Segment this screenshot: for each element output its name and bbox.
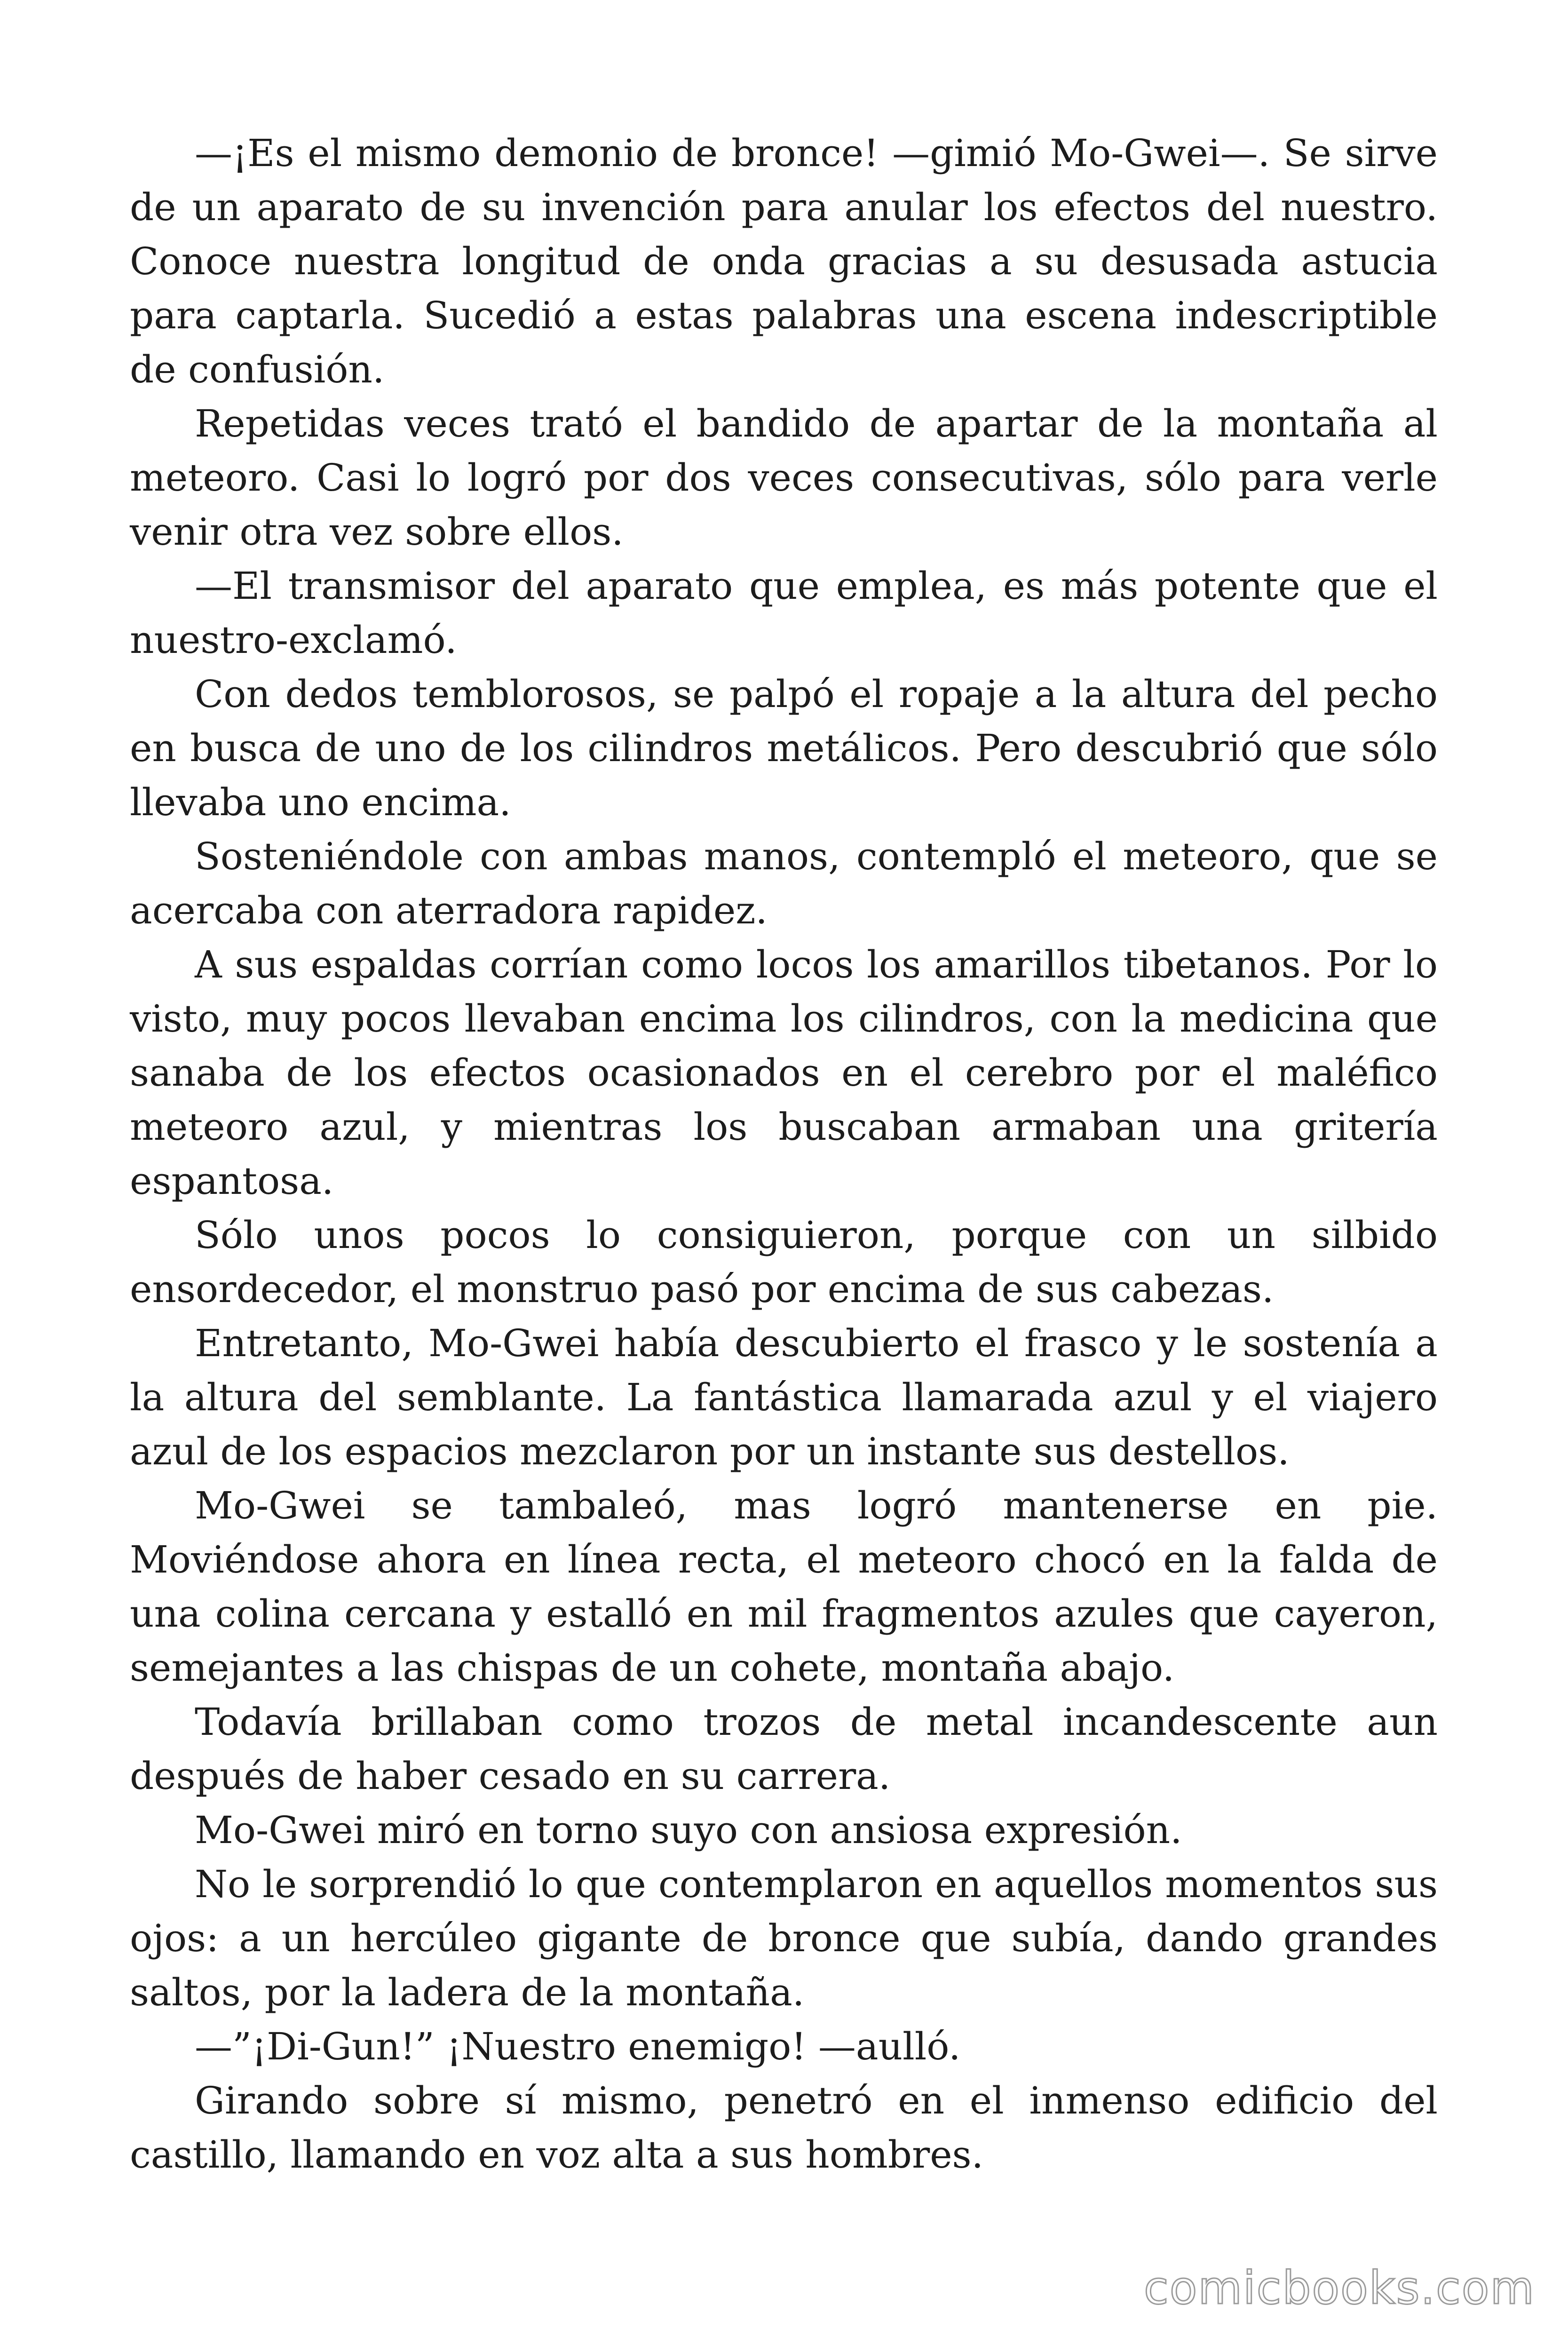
- paragraph: —El transmisor del aparato que emplea, es más potente que el nuestro-exclamó.: [130, 564, 1438, 662]
- paragraph: No le sorprendió lo que contemplaron en aquellos momentos sus ojos: a un hercúleo gigante de bronce que subía, dando grandes saltos, por la ladera de la montaña.: [130, 1862, 1438, 2014]
- paragraph: —”¡Di-Gun!” ¡Nuestro enemigo! —aulló.: [195, 2025, 961, 2068]
- paragraph: Sólo unos pocos lo consiguieron, porque con un silbido ensordecedor, el monstruo pasó por encima de sus cabezas.: [130, 1213, 1438, 1311]
- paragraph: Mo-Gwei miró en torno suyo con ansiosa expresión.: [195, 1808, 1182, 1852]
- paragraph: A sus espaldas corrían como locos los amarillos tibetanos. Por lo visto, muy pocos llevaban encima los cilindros, con la medicina que sanaba de los efectos ocasionados en el cerebro por el maléfico meteoro azul, y mientras los buscaban armaban una gritería espantosa.: [130, 943, 1438, 1203]
- body-text: [130, 126, 1438, 2182]
- paragraph: Girando sobre sí mismo, penetró en el inmenso edificio del castillo, llamando en voz alta a sus hombres.: [130, 2079, 1438, 2177]
- paragraph: Sosteniéndole con ambas manos, contempló el meteoro, que se acercaba con aterradora rapidez.: [130, 834, 1438, 932]
- paragraph: Repetidas veces trató el bandido de apartar de la montaña al meteoro. Casi lo logró por dos veces consecutivas, sólo para verle venir otra vez sobre ellos.: [130, 402, 1438, 554]
- paragraph: —¡Es el mismo demonio de bronce! —gimió Mo-Gwei—. Se sirve de un aparato de su invención para anular los efectos del nuestro. Conoce nuestra longitud de onda gracias a su desusada astucia para captarla. Sucedió a estas palabras una escena indescriptible de confusión.: [130, 131, 1438, 391]
- paragraph: Con dedos temblorosos, se palpó el ropaje a la altura del pecho en busca de uno de los cilindros metálicos. Pero descubrió que sólo llevaba uno encima.: [130, 672, 1438, 824]
- paragraph: Entretanto, Mo-Gwei había descubierto el frasco y le sostenía a la altura del semblante. La fantástica llamarada azul y el viajero azul de los espacios mezclaron por un instante sus destellos.: [130, 1321, 1438, 1473]
- paragraph: Todavía brillaban como trozos de metal incandescente aun después de haber cesado en su carrera.: [130, 1700, 1438, 1798]
- watermark: comicbooks.com: [1143, 2262, 1535, 2314]
- paragraph: Mo-Gwei se tambaleó, mas logró mantenerse en pie. Moviéndose ahora en línea recta, el meteoro chocó en la falda de una colina cercana y estalló en mil fragmentos azules que cayeron, semejantes a las chispas de un cohete, montaña abajo.: [130, 1484, 1438, 1690]
